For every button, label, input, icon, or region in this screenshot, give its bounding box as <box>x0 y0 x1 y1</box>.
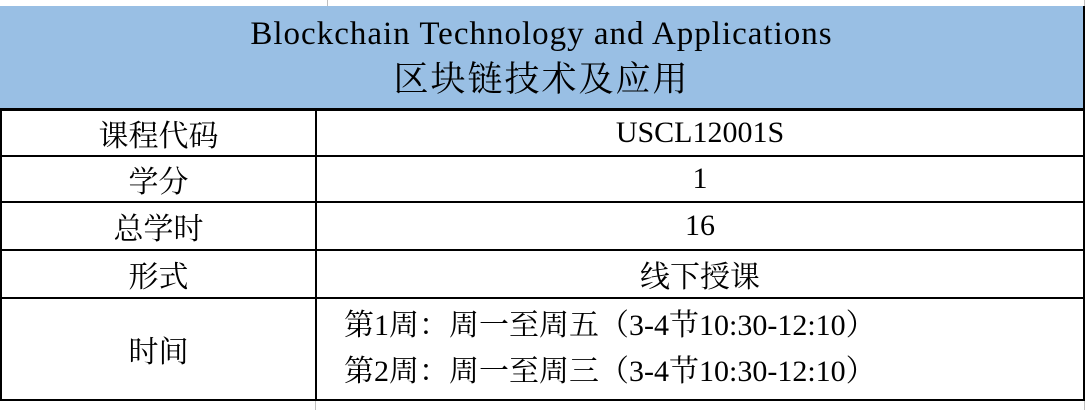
table-row-time <box>2 299 1083 401</box>
table-row-total-hours <box>2 203 1083 251</box>
time-value <box>317 299 1083 399</box>
gridline-vertical <box>1084 401 1085 410</box>
table-row-format <box>2 251 1083 299</box>
table-row-credits <box>2 157 1083 203</box>
course-title-english: Blockchain Technology and Applications <box>250 16 833 52</box>
credits-value: 1 <box>692 162 708 195</box>
format-label: 形式 <box>2 251 317 297</box>
gridline-vertical <box>315 401 316 410</box>
total-hours-value: 16 <box>685 209 715 242</box>
course-code-label: 课程代码 <box>2 111 317 155</box>
time-week2-line: 第2周：周一至周三（3-4节10:30-12:10） <box>344 355 876 388</box>
course-info-table <box>0 6 1085 401</box>
spreadsheet-bottom-gutter <box>0 401 1090 410</box>
course-title-chinese: 区块链技术及应用 <box>393 60 690 99</box>
spreadsheet-top-gutter <box>0 0 1090 6</box>
time-label: 时间 <box>2 299 317 399</box>
format-value: 线下授课 <box>640 261 760 294</box>
credits-label: 学分 <box>2 157 317 201</box>
time-week1-line: 第1周：周一至周五（3-4节10:30-12:10） <box>344 309 876 342</box>
table-body <box>0 111 1083 401</box>
course-code-value: USCL12001S <box>615 116 785 149</box>
table-title-cell <box>0 6 1083 111</box>
table-row-course-code <box>2 111 1083 157</box>
total-hours-label: 总学时 <box>2 203 317 249</box>
gridline-vertical <box>327 0 328 6</box>
gridline-vertical <box>1084 0 1085 6</box>
